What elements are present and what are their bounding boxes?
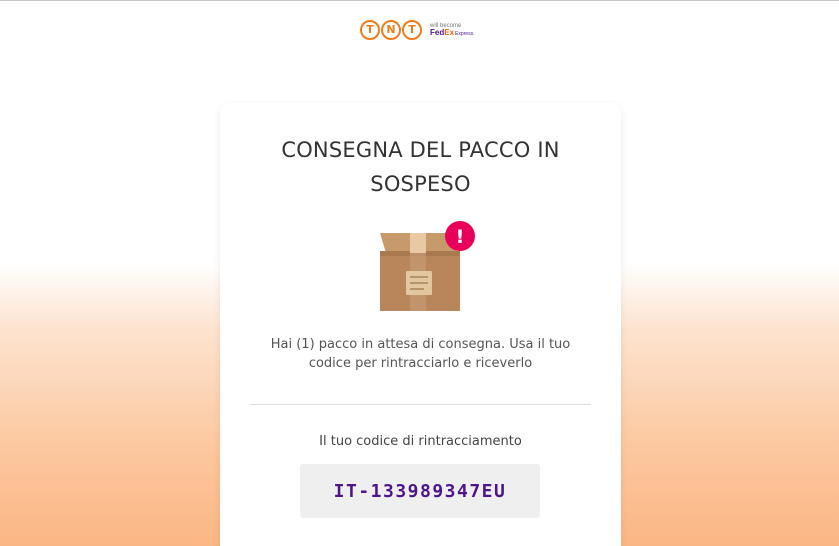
logo-letter-t2: T (402, 20, 422, 40)
description-line-2: codice per rintracciarlo e riceverlo (308, 356, 533, 371)
description-line-1: Hai (1) pacco in attesa di consegna. Usa il tuo (270, 337, 571, 352)
fedex-ex-text: Ex (444, 28, 455, 37)
fedex-fed-text: Fed (430, 28, 445, 37)
pending-delivery-card (220, 103, 621, 546)
alert-badge-icon (444, 220, 476, 252)
will-become-text: will become (430, 23, 462, 29)
alert-symbol: ! (455, 226, 465, 248)
fedex-logo (430, 29, 474, 37)
package-alert-illustration (376, 219, 476, 319)
title-line-1: CONSEGNA DEL PACCO IN (281, 138, 560, 162)
title-line-2: SOSPESO (370, 172, 471, 196)
tnt-fedex-logo (360, 18, 474, 42)
divider (250, 404, 591, 405)
tracking-code-box[interactable]: IT-133989347EU (300, 464, 540, 518)
fedex-tagline (430, 23, 474, 37)
fedex-express-text: Express. (455, 31, 475, 37)
pending-description (250, 335, 591, 373)
logo-letter-t1: T (360, 20, 380, 40)
page-title (240, 133, 601, 201)
tracking-code-label: Il tuo codice di rintracciamento (319, 434, 522, 449)
tnt-logo (360, 20, 422, 40)
logo-letter-n: N (381, 20, 401, 40)
